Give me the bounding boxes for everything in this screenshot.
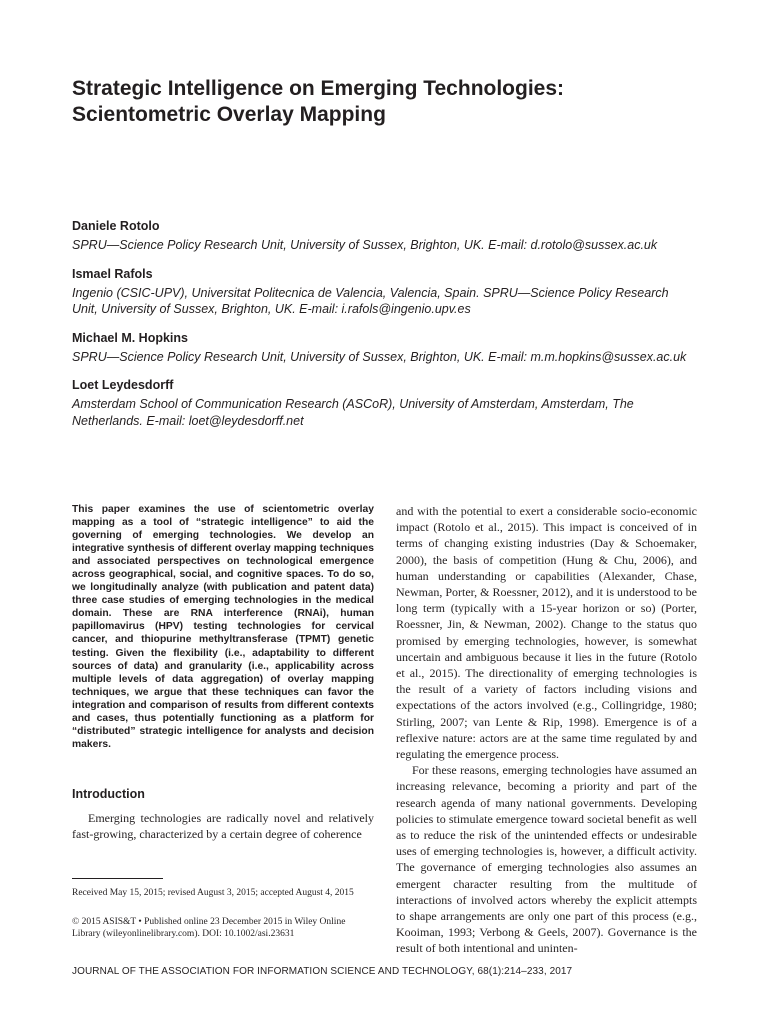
- author-affiliation-line: Amsterdam School of Communication Research (ASCoR), University of Amsterdam, Amsterdam, The: [72, 397, 634, 411]
- author-block: [72, 377, 712, 429]
- article-title-line-1: Strategic Intelligence on Emerging Technologies:: [72, 77, 565, 100]
- abstract: This paper examines the use of scientometric overlay mapping as a tool of “strategic intelligence” to aid the governing of emerging technologies. We develop an integrative synthesis of different overlay mapping techniques and associated perspectives on technological emergence across geographical, social, and cognitive spaces. To do so, we longitudinally analyze (with publication and patent data) three case studies of emerging technologies in the medical domain. These are RNA interference (RNAi), human papillomavirus (HPV) testing technologies for cervical cancer, and thiopurine methyltransferase (TPMT) genetic testing. Given the flexibility (i.e., adaptability to different sources of data) and granularity (i.e., applicability across multiple levels of data aggregation) of overlay mapping techniques, we argue that these techniques can favor the integration and comparison of results from different contexts and cases, thus potentially functioning as a platform for “distributed” strategic intelligence for analysts and decision makers.: [72, 504, 374, 750]
- author-affiliation: [72, 237, 712, 254]
- author-affiliation: [72, 396, 712, 429]
- right-column: [396, 503, 697, 957]
- author-affiliation-line: Ingenio (CSIC-UPV), Universitat Politecnica de Valencia, Valencia, Spain. SPRU—Science Policy Research: [72, 285, 669, 300]
- left-column: [72, 503, 374, 751]
- author-block: [72, 266, 712, 318]
- journal-footer: JOURNAL OF THE ASSOCIATION FOR INFORMATION SCIENCE AND TECHNOLOGY, 68(1):214–233, 2017: [72, 966, 573, 977]
- section-heading-introduction: Introduction: [72, 787, 145, 801]
- author-affiliation-line: SPRU—Science Policy Research Unit, University of Sussex, Brighton, UK. E-mail: m.m.hopkins@sussex.ac.uk: [72, 349, 687, 364]
- introduction-paragraph: Emerging technologies are radically novel and relatively fast-growing, characterized by a certain degree of coherence: [72, 811, 374, 842]
- article-title: [72, 76, 712, 128]
- author-name: Michael M. Hopkins: [72, 330, 188, 345]
- author-list: [72, 218, 712, 440]
- author-block: [72, 218, 712, 254]
- author-name: Ismael Rafols: [72, 266, 153, 281]
- author-affiliation-line: Netherlands. E-mail: loet@leydesdorff.net: [72, 413, 304, 428]
- article-title-line-2: Scientometric Overlay Mapping: [72, 103, 386, 126]
- footnote-rule: [72, 878, 163, 879]
- author-name: Loet Leydesdorff: [72, 378, 174, 392]
- body-paragraph: and with the potential to exert a considerable socio-economic impact (Rotolo et al., 2015). This impact is conceived of in terms of changing existing industries (Day & Schoemaker, 2000), the basis of competition (Hung & Chu, 2006), and human understanding or capabilities (Alexander, Chase, Newman, Porter, & Roessner, 2012), and it is understood to be long term (typically with a 15-year horizon or so) (Porter, Roessner, Jin, & Newman, 2002). Change to the status quo promised by emerging technologies, however, is somewhat uncertain and ambiguous because it lies in the future (Rotolo et al., 2015). The directionality of emerging technologies is the result of a variety of factors including visions and expectations of the actors involved (e.g., Collingridge, 1980; Stirling, 2007; van Lente & Rip, 1998). Emergence is of a reflexive nature: actors are at the same time regulated by and regulating the emergence process.: [396, 504, 697, 762]
- author-affiliation: [72, 285, 712, 318]
- author-block: [72, 330, 712, 366]
- author-affiliation: [72, 349, 712, 366]
- author-affiliation-line: Unit, University of Sussex, Brighton, UK. E-mail: i.rafols@ingenio.upv.es: [72, 302, 471, 316]
- author-name: Daniele Rotolo: [72, 219, 160, 233]
- body-paragraph: For these reasons, emerging technologies have assumed an increasing relevance, becoming a priority and part of the research agenda of many national governments. Developing policies to stimulate emergence toward societal benefit as well as to reduce the risk of the unintended effects or undesirable uses of emerging technologies is, however, a difficult activity. The governance of emerging technologies also assumes an emergent character resulting from the multitude of interactions of involved actors whereby the explicit attempts to shape arrangements are only one part of this process (e.g., Kooiman, 1993; Verbong & Geels, 2007). Governance is the result of both intentional and uninten-: [396, 763, 697, 956]
- author-affiliation-line: SPRU—Science Policy Research Unit, University of Sussex, Brighton, UK. E-mail: d.rotolo@sussex.ac.uk: [72, 238, 658, 252]
- copyright-notice: © 2015 ASIS&T • Published online 23 December 2015 in Wiley Online Library (wileyonlinelibrary.com). DOI: 10.1002/asi.23631: [72, 917, 346, 940]
- received-dates: Received May 15, 2015; revised August 3, 2015; accepted August 4, 2015: [72, 888, 354, 898]
